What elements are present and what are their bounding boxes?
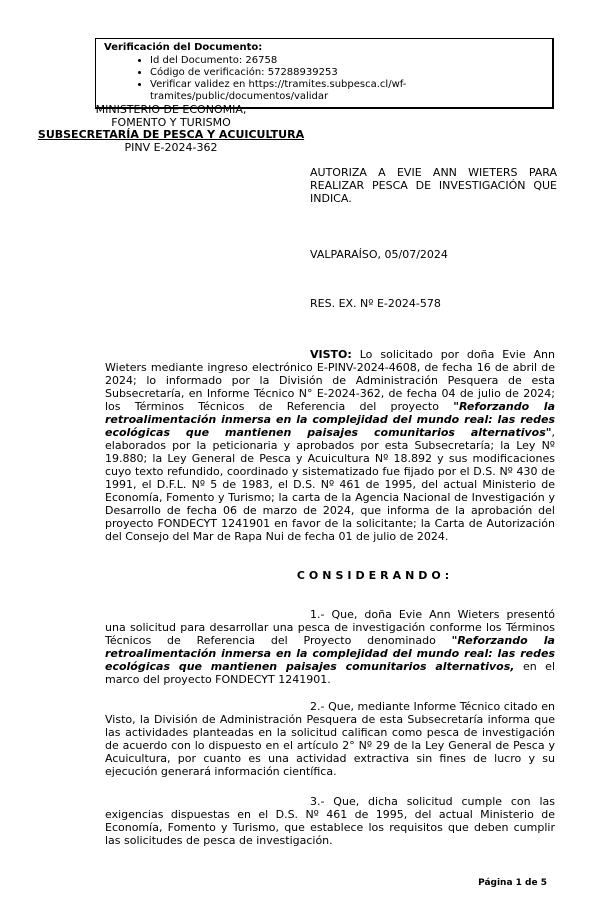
letterhead-ministry-line-2: FOMENTO Y TURISMO: [111, 115, 231, 129]
letterhead: [18, 104, 324, 154]
considerando-paragraph-3: [105, 795, 555, 847]
letterhead-ministry-line-1: MINISTERIO DE ECONOMIA,: [95, 103, 247, 116]
document-subject: AUTORIZA A EVIE ANN WIETERS PARA REALIZAR PESCA DE INVESTIGACIÓN QUE INDICA.: [310, 166, 557, 205]
document-body: [105, 348, 555, 847]
considerando-paragraph-1: [105, 608, 555, 686]
verification-title: Verificación del Documento:: [104, 42, 263, 53]
letterhead-pinv-number: PINV E-2024-362: [124, 140, 218, 154]
verification-item-url: • Verificar validez en https://tramites.subpesca.cl/wf-tramites/public/documentos/validar: [150, 79, 546, 103]
verification-box: [95, 38, 554, 109]
paragraph-3-text: 3.- Que, dicha solicitud cumple con las exigencias dispuestas en el D.S. Nº 461 de 1995, del actual Ministerio de Economía, Fomento y Turismo, que establece los requisitos que deben cumplir las solicitudes de pesca de investigación.: [105, 795, 555, 847]
letterhead-subsecretaria: SUBSECRETARÍA DE PESCA Y ACUICULTURA: [37, 128, 305, 141]
verification-item-document-id: • Id del Documento: 26758: [150, 55, 546, 67]
page-footer: Página 1 de 5: [478, 878, 547, 888]
paragraph-1-text-after: en el marco del proyecto FONDECYT 1241901.: [105, 660, 555, 686]
visto-paragraph: [105, 348, 555, 543]
considerando-heading: CONSIDERANDO:: [296, 569, 454, 582]
considerando-paragraph-2: [105, 700, 555, 778]
visto-label: VISTO:: [310, 348, 352, 361]
visto-project-title: "Reforzando la retroalimentación inmersa en la complejidad del mundo real: las redes ecológicas que mantienen paisajes comunitarios alternativos": [105, 400, 555, 439]
visto-text-after: , elaborados por la peticionaria y aprobados por esta Subsecretaría; la Ley Nº 19.880; la Ley General de Pesca y Acuicultura Nº 18.892 y sus modificaciones cuyo texto refundido, coordinado y sistematizado fue fijado por el D.S. Nº 430 de 1991, el D.F.L. Nº 5 de 1983, el D.S. Nº 461 de 1995, del actual Ministerio de Economía, Fomento y Turismo; la carta de la Agencia Nacional de Investigación y Desarrollo de fecha 06 de marzo de 2024, que informa de la aprobación del proyecto FONDECYT 1241901 en favor de la solicitante; la Carta de Autorización del Consejo del Mar de Rapa Nui de fecha 01 de julio de 2024.: [105, 426, 555, 543]
paragraph-1-project-title: "Reforzando la retroalimentación inmersa en la complejidad del mundo real: las redes ecológicas que mantienen paisajes comunitarios alternativos,: [105, 634, 555, 673]
place-date: VALPARAÍSO, 05/07/2024: [310, 248, 448, 261]
paragraph-2-text: 2.- Que, mediante Informe Técnico citado en Visto, la División de Administración Pesquera de esta Subsecretaría informa que las actividades planteadas en la solicitud califican como pesca de investigación de acuerdo con lo dispuesto en el artículo 2° Nº 29 de la Ley General de Pesca y Acuicultura, por cuanto es una actividad extractiva sin fines de lucro y su ejecución generará información científica.: [105, 700, 555, 778]
verification-list: [104, 55, 546, 103]
verification-item-code: • Código de verificación: 57288939253: [150, 67, 546, 79]
resolution-number: RES. EX. Nº E-2024-578: [310, 297, 441, 310]
visto-text-before: Lo solicitado por doña Evie Ann Wieters mediante ingreso electrónico E-PINV-2024-4608, de fecha 16 de abril de 2024; lo informado por la División de Administración Pesquera de esta Subsecretaría, en Informe Técnico N° E-2024-362, de fecha 04 de julio de 2024; los Términos Técnicos de Referencia del proyecto: [105, 348, 555, 413]
paragraph-1-text: 1.- Que, doña Evie Ann Wieters presentó una solicitud para desarrollar una pesca de investigación conforme los Términos Técnicos de Referencia del Proyecto denominado: [105, 608, 555, 647]
